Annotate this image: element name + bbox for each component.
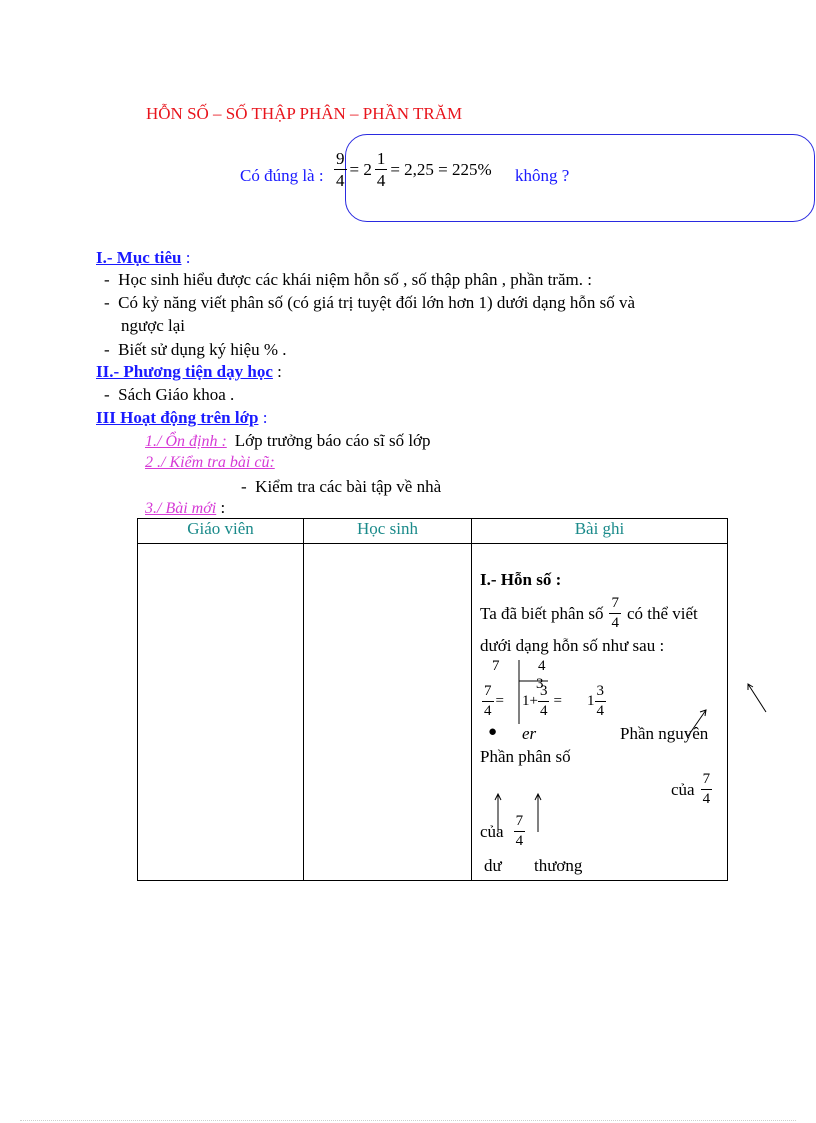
- quotient-label: thương: [534, 856, 583, 875]
- step-1: 1./ Ổn định : Lớp trưởng báo cáo sĩ số lớp: [145, 431, 431, 450]
- of-seven-fourths-left: của $\frac{7}{4}$: [480, 813, 524, 849]
- remainder-label: dư: [484, 856, 502, 875]
- table-row: [138, 544, 728, 881]
- lesson-table: [137, 518, 728, 881]
- section-3-heading: III Hoạt động trên lớp :: [96, 408, 268, 427]
- division-sum: 1+ $\frac{3}{4}$ =: [522, 683, 562, 719]
- student-cell: [304, 544, 472, 881]
- notes-line-1: Ta đã biết phân số $\frac{7}{4}$ có thể viết: [480, 595, 698, 631]
- fraction-three-fourths: $\frac{3}{4}$: [539, 683, 548, 719]
- question-prefix: Có đúng là :: [240, 166, 324, 185]
- notes-line-2: dưới dạng hỗn số như sau :: [480, 636, 665, 655]
- whole-part-label: Phần nguyên: [620, 724, 709, 743]
- section-1-heading: I.- Mục tiêu :: [96, 248, 191, 267]
- fraction-nine-fourths: $\frac{9}{4}$: [336, 149, 345, 190]
- arrow-margin-svg: [742, 680, 772, 720]
- question-suffix: không ?: [515, 166, 570, 185]
- teacher-cell: [138, 544, 304, 881]
- division-dividend: 7: [492, 658, 500, 674]
- equation-rest: = 2,25 = 225%: [390, 159, 492, 179]
- arrow-margin: [748, 684, 766, 712]
- column-header-notes: Bài ghi: [472, 519, 728, 544]
- list-item: - Sách Giáo khoa .: [104, 385, 235, 404]
- of-seven-fourths-right: của $\frac{7}{4}$: [671, 771, 711, 807]
- bullet-icon: ●: [488, 724, 498, 740]
- list-item: - Có kỷ năng viết phân số (có giá trị tuyệt đối lớn hơn 1) dưới dạng hỗn số và: [104, 293, 636, 312]
- section-2-heading: II.- Phương tiện dạy học :: [96, 362, 282, 381]
- fraction-seven-fourths-right: $\frac{7}{4}$: [702, 771, 711, 807]
- fraction-seven-fourths: $\frac{7}{4}$: [611, 595, 619, 631]
- fraction-part-label: Phần phân số: [480, 747, 571, 766]
- division-remainder: 3: [536, 676, 544, 692]
- handwritten-mark: er: [522, 724, 537, 743]
- division-divisor: 4: [538, 658, 546, 674]
- list-item: - Học sinh hiểu được các khái niệm hỗn số , số thập phân , phần trăm. :: [104, 270, 592, 289]
- step-2-label: 2 ./ Kiểm tra bài cũ:: [145, 454, 275, 471]
- fraction-one-fourth: $\frac{1}{4}$: [376, 149, 386, 190]
- equals-two: = 2: [349, 159, 372, 179]
- mixed-number: 1 $\frac{3}{4}$: [587, 683, 604, 719]
- page-title: HỖN SỐ – SỐ THẬP PHÂN – PHẦN TRĂM: [146, 104, 463, 123]
- page-bottom-rule: [20, 1120, 796, 1121]
- list-item-continuation: ngược lại: [121, 316, 185, 335]
- column-header-teacher: Giáo viên: [138, 519, 304, 544]
- fraction-three-fourths-mixed: $\frac{3}{4}$: [596, 683, 604, 719]
- question-equation: [334, 150, 492, 189]
- notes-heading: I.- Hỗn số :: [480, 570, 562, 589]
- fraction-seven-fourths-small: $\frac{7}{4}$: [484, 683, 492, 719]
- list-item: - Biết sử dụng ký hiệu % .: [104, 340, 287, 359]
- division-equation: $\frac{7}{4}$ =: [484, 683, 504, 719]
- table-header-row: [138, 519, 728, 544]
- step-3: 3./ Bài mới :: [145, 498, 226, 517]
- notes-cell: [472, 544, 728, 881]
- list-item: - Kiểm tra các bài tập về nhà: [241, 477, 442, 496]
- fraction-seven-fourths-left: $\frac{7}{4}$: [515, 813, 524, 849]
- column-header-student: Học sinh: [304, 519, 472, 544]
